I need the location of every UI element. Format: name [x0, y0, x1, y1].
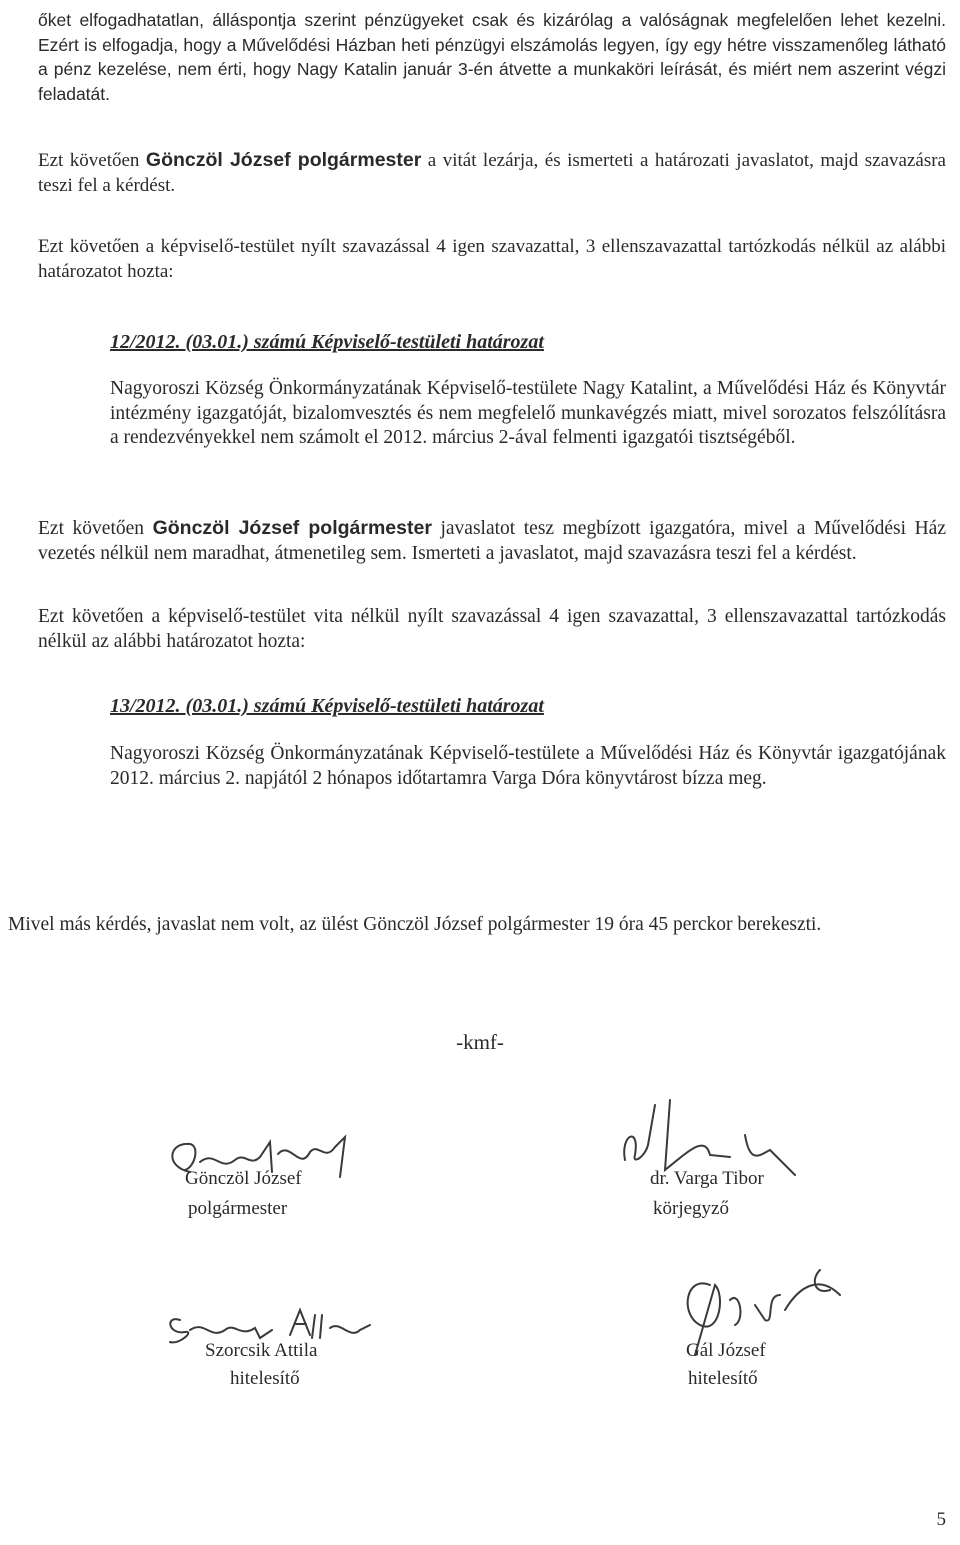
kmf-mark: -kmf-: [456, 1030, 504, 1054]
page-number: 5: [936, 1509, 946, 1530]
mayor-name: Gönczöl József polgármester: [145, 149, 422, 171]
signatory-role: hitelesítő: [230, 1368, 300, 1389]
paragraph-text: javaslatot tesz megbízott igazgatóra, mivel a Művelődési Ház vezetés nélkül nem maradhat, átmenetileg sem. Ismerteti a javaslatot, majd szavazásra teszi fel a kérdést.: [38, 518, 946, 564]
signatory-name: Gál József: [686, 1340, 766, 1361]
paragraph-mayor-closes-debate: [38, 148, 946, 198]
paragraph-text: Ezt követően: [38, 150, 146, 171]
signatory-name: Gönczöl József: [185, 1168, 302, 1189]
closing-statement: Mivel más kérdés, javaslat nem volt, az ülést Gönczöl József polgármester 19 óra 45 perckor berekeszti.: [8, 914, 822, 935]
resolution-body: Nagyoroszi Község Önkormányzatának Képviselő-testülete a Művelődési Ház és Könyvtár igazgatójának 2012. március 2. napjától 2 hónapos időtartamra Varga Dóra könyvtárost bízza meg.: [110, 743, 946, 789]
paragraph-vote-result: Ezt követően a képviselő-testület vita nélkül nyílt szavazással 4 igen szavazattal, 3 ellenszavazattal tartózkodás nélkül az alábbi határozatot hozta:: [38, 606, 946, 652]
signatory-role: polgármester: [188, 1198, 288, 1219]
paragraph-vote-result: Ezt követően a képviselő-testület nyílt szavazással 4 igen szavazattal, 3 ellenszavazattal tartózkodás nélkül az alábbi határozatot hozta:: [38, 236, 946, 282]
mayor-name: Gönczöl József polgármester: [152, 517, 432, 539]
resolution-body: Nagyoroszi Község Önkormányzatának Képviselő-testülete Nagy Katalint, a Művelődési Ház és Könyvtár intézmény igazgatóját, bizalomvesztés és nem megfelelő munkavégzés miatt, mivel sorozatos felszólításra a rendezvényekkel nem számolt el 2012. március 2-ával felmenti igazgatói tisztségéből.: [110, 378, 946, 448]
paragraph-acting-director-proposal: [38, 516, 946, 566]
resolution-title: 13/2012. (03.01.) számú Képviselő-testületi határozat: [110, 695, 544, 717]
signatory-name: Szorcsik Attila: [205, 1340, 318, 1361]
paragraph-text: a vitát lezárja, és ismerteti a határozati javaslatot, majd szavazásra teszi fel a kérdést.: [38, 150, 946, 196]
signatory-name: dr. Varga Tibor: [650, 1168, 764, 1189]
resolution-title: 12/2012. (03.01.) számú Képviselő-testületi határozat: [110, 331, 544, 353]
paragraph-intro: őket elfogadhatatlan, álláspontja szerint pénzügyeket csak és kizárólag a valóságnak megfelelően lehet kezelni. Ezért is elfogadja, hogy a Művelődési Házban heti pénzügyi elszámolás legyen, így egy hétre visszamenőleg látható a pénz kezelése, nem érti, hogy Nagy Katalin január 3-én átvette a munkaköri leírását, és miért nem aszerint végzi feladatát.: [38, 10, 946, 104]
paragraph-text: Ezt követően: [38, 518, 153, 539]
signatory-role: körjegyző: [653, 1198, 729, 1219]
signatory-role: hitelesítő: [688, 1368, 758, 1389]
